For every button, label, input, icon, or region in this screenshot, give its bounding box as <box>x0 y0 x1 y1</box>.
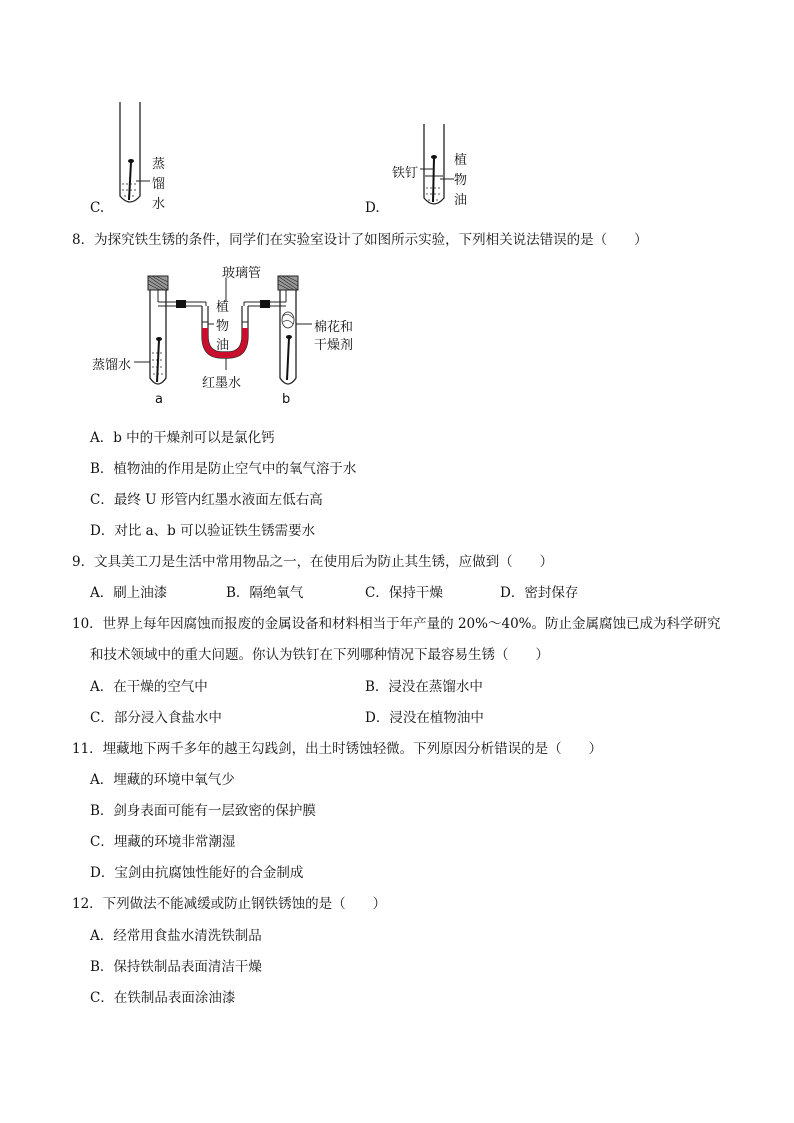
question-11-stem: 11．埋藏地下两千多年的越王勾践剑，出土时锈蚀轻微。下列原因分析错误的是（ ） <box>72 741 603 757</box>
oil-label-2: 物 <box>216 319 230 334</box>
q10-option-b: B．浸没在蒸馏水中 <box>365 679 483 695</box>
oil-label-1: 植 <box>216 300 230 315</box>
fig-d-label-1: 植 <box>454 153 468 168</box>
q11-option-b: B．剑身表面可能有一层致密的保护膜 <box>90 803 316 819</box>
question-9-stem: 9．文具美工刀是生活中常用物品之一，在使用后为防止其生锈，应做到（ ） <box>72 554 554 570</box>
fig-d-label-3: 油 <box>454 193 468 208</box>
question-8-stem: 8．为探究铁生锈的条件，同学们在实验室设计了如图所示实验，下列相关说法错误的是（ ） <box>72 232 648 248</box>
red-ink-label: 红墨水 <box>202 376 242 391</box>
q9-option-d: D．密封保存 <box>500 585 579 601</box>
q8-option-b: B．植物油的作用是防止空气中的氧气溶于水 <box>90 461 357 477</box>
question-10-stem-line1: 10．世界上每年因腐蚀而报废的金属设备和材料相当于年产量的 20%～40%。防止金属腐蚀已成为科学研究 <box>72 616 721 632</box>
q10-option-a: A．在干燥的空气中 <box>90 679 208 695</box>
q9-option-b: B．隔绝氧气 <box>226 585 304 601</box>
q12-option-a: A．经常用食盐水清洗铁制品 <box>90 928 262 944</box>
glass-tube-label: 玻璃管 <box>222 266 262 281</box>
q8-option-d: D．对比 a、b 可以验证铁生锈需要水 <box>90 523 316 539</box>
q12-option-c: C．在铁制品表面涂油漆 <box>90 990 236 1006</box>
option-d-letter: D. <box>365 200 380 216</box>
cotton-desiccant-label-1: 棉花和 <box>314 320 354 335</box>
fig-d-label-2: 物 <box>454 173 468 188</box>
fig-c-label-1: 蒸 <box>152 157 166 172</box>
fig-d-nail-label: 铁钉 <box>392 166 419 181</box>
question-12-stem: 12．下列做法不能减缓或防止钢铁锈蚀的是（ ） <box>72 896 387 912</box>
option-c-letter: C. <box>90 200 105 216</box>
distilled-water-label: 蒸馏水 <box>92 358 132 373</box>
oil-label-3: 油 <box>216 338 230 353</box>
q11-option-a: A．埋藏的环境中氧气少 <box>90 772 235 788</box>
q9-option-a: A．刷上油漆 <box>90 585 168 601</box>
test-tube-distilled-water-icon <box>110 100 150 212</box>
question-10-stem-line2: 和技术领域中的重大问题。你认为铁钉在下列哪种情况下最容易生锈（ ） <box>90 647 549 663</box>
q12-option-b: B．保持铁制品表面清洁干燥 <box>90 959 262 975</box>
tube-a-label: a <box>155 392 163 407</box>
test-tube-plant-oil-icon <box>414 122 454 212</box>
q8-option-c: C．最终 U 形管内红墨水液面左低右高 <box>90 492 323 508</box>
q8-option-a: A．b 中的干燥剂可以是氯化钙 <box>90 430 275 446</box>
fig-c-label-2: 馏 <box>152 177 166 192</box>
q10-option-d: D．浸没在植物油中 <box>365 710 484 726</box>
cotton-desiccant-label-2: 干燥剂 <box>314 338 354 353</box>
q9-option-c: C．保持干燥 <box>365 585 443 601</box>
tube-b-label: b <box>282 392 291 407</box>
q11-option-d: D．宝剑由抗腐蚀性能好的合金制成 <box>90 865 304 881</box>
fig-c-label-3: 水 <box>152 197 166 212</box>
q11-option-c: C．埋藏的环境非常潮湿 <box>90 834 236 850</box>
q10-option-c: C．部分浸入食盐水中 <box>90 710 222 726</box>
